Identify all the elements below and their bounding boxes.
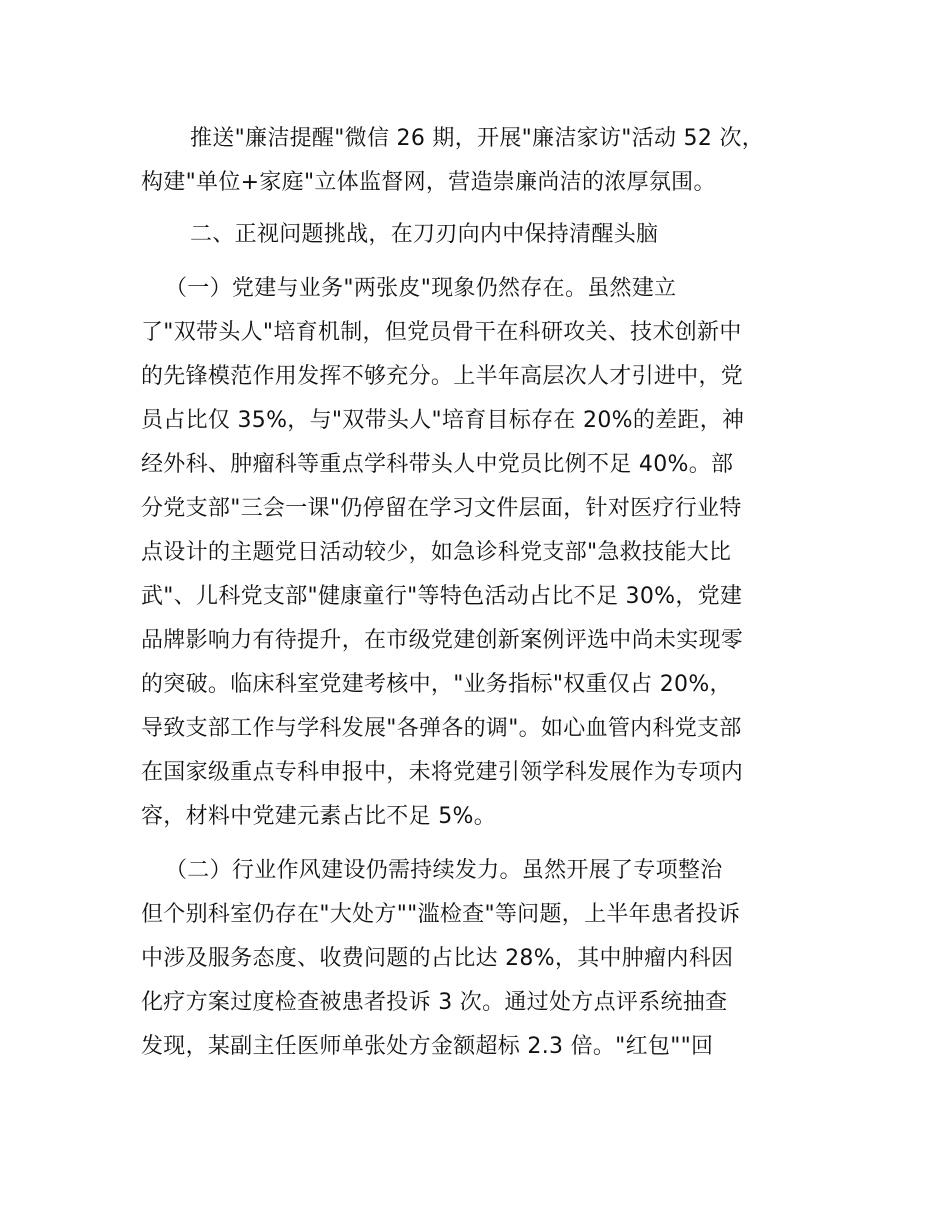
text-line-7: 员占比仅 35%，与"双带头人"培育目标存在 20%的差距，神 <box>141 408 745 433</box>
text-line-14: 导致支部工作与学科发展"各弹各的调"。如心血管内科党支部 <box>141 716 742 741</box>
section-heading: 二、正视问题挑战，在刀刃向内中保持清醒头脑 <box>190 222 659 247</box>
text-line-20: 化疗方案过度检查被患者投诉 3 次。通过处方点评系统抽查 <box>141 990 728 1015</box>
text-line-9: 分党支部"三会一课"仍停留在学习文件层面，针对医疗行业特 <box>141 496 742 521</box>
text-line-15: 在国家级重点专科申报中，未将党建引领学科发展作为专项内 <box>141 760 744 785</box>
text-line-6: 的先锋模范作用发挥不够充分。上半年高层次人才引进中，党 <box>141 364 744 389</box>
text-line-18: 但个别科室仍存在"大处方""滥检查"等问题，上半年患者投诉 <box>141 902 741 927</box>
text-line-5: 了"双带头人"培育机制，但党员骨干在科研攻关、技术创新中 <box>141 320 742 345</box>
text-line-11: 武"、儿科党支部"健康童行"等特色活动占比不足 30%，党建 <box>141 584 743 609</box>
text-line-16: 容，材料中党建元素占比不足 5%。 <box>141 804 496 829</box>
text-line-17: （二）行业作风建设仍需持续发力。虽然开展了专项整治 <box>165 858 723 883</box>
text-line-13: 的突破。临床科室党建考核中，"业务指标"权重仅占 20%， <box>141 672 732 697</box>
text-line-19: 中涉及服务态度、收费问题的占比达 28%，其中肿瘤内科因 <box>141 946 734 971</box>
text-line-4: （一）党建与业务"两张皮"现象仍然存在。虽然建立 <box>165 276 677 301</box>
text-line-8: 经外科、肿瘤科等重点学科带头人中党员比例不足 40%。部 <box>141 452 734 477</box>
text-line-1: 推送"廉洁提醒"微信 26 期，开展"廉洁家访"活动 52 次， <box>190 126 765 151</box>
text-line-10: 点设计的主题党日活动较少，如急诊科党支部"急救技能大比 <box>141 540 732 565</box>
text-line-12: 品牌影响力有待提升，在市级党建创新案例评选中尚未实现零 <box>141 628 744 653</box>
text-line-2: 构建"单位+家庭"立体监督网，营造崇廉尚洁的浓厚氛围。 <box>141 170 716 195</box>
text-line-21: 发现，某副主任医师单张处方金额超标 2.3 倍。"红包""回 <box>141 1034 714 1059</box>
